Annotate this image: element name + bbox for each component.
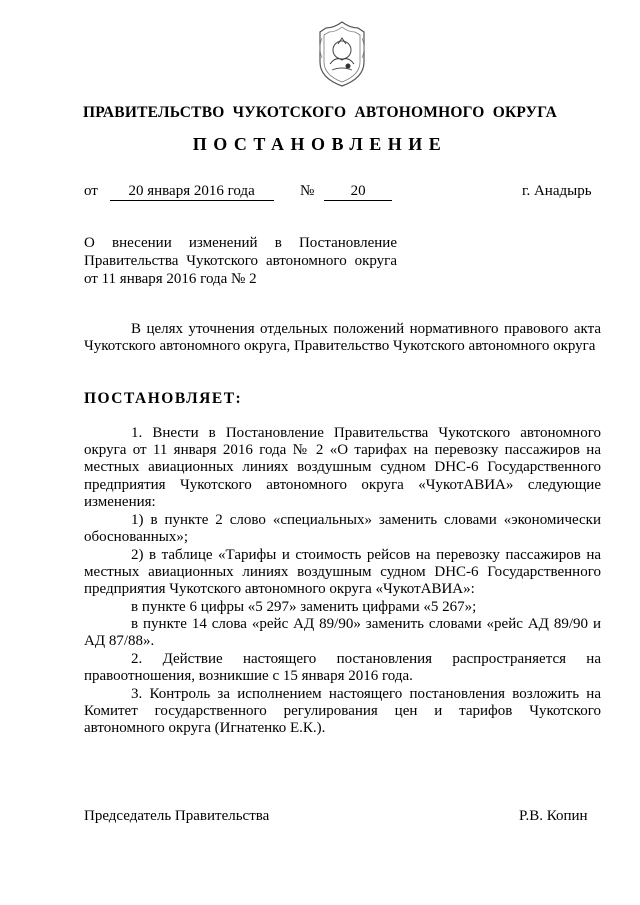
item-3-paragraph: 3. Контроль за исполнением настоящего постановления возложить на Комитет государственного регулирования цен и тарифов Чукотского автономного округа (Игнатенко Е.К.).	[84, 686, 601, 737]
document-subject	[84, 234, 397, 288]
number-prefix: №	[300, 183, 315, 199]
document-date: 20 января 2016 года	[110, 183, 274, 201]
number-field	[300, 183, 392, 201]
subject-line: от 11 января 2016 года № 2	[84, 271, 257, 287]
item-1-paragraph: 1. Внести в Постановление Правительства Чукотского автономного округа от 11 января 2016 года № 2 «О тарифах на перевозку пассажиров на местных авиационных линиях воздушным судном DHC-6 Государственного предприятия Чукотского автономного округа «ЧукотАВИА» следующие изменения:	[84, 425, 601, 510]
chukotka-coat-of-arms-icon	[312, 18, 372, 90]
preamble-paragraph: В целях уточнения отдельных положений нормативного правового акта Чукотского автономного округа, Правительство Чукотского автономного округа	[84, 321, 601, 355]
document-type-title: ПОСТАНОВЛЕНИЕ	[192, 134, 448, 154]
resolves-heading: ПОСТАНОВЛЯЕТ:	[84, 390, 243, 407]
item-1-subitem-2a: в пункте 6 цифры «5 297» заменить цифрами «5 267»;	[131, 599, 477, 615]
signatory-position: Председатель Правительства	[84, 808, 270, 824]
subject-line: Правительства Чукотского автономного округа	[84, 253, 397, 269]
government-name: ПРАВИТЕЛЬСТВО ЧУКОТСКОГО АВТОНОМНОГО ОКРУГА	[82, 104, 558, 121]
signatory-name: Р.В. Копин	[519, 808, 588, 824]
item-2-paragraph: 2. Действие настоящего постановления распространяется на правоотношения, возникшие с 15 января 2016 года.	[84, 651, 601, 685]
date-prefix: от	[84, 183, 98, 199]
date-field	[84, 183, 274, 201]
item-1-subitem-2b: в пункте 14 слова «рейс АД 89/90» заменить словами «рейс АД 89/90 и АД 87/88».	[84, 616, 601, 650]
item-1-subitem-1: 1) в пункте 2 слово «специальных» заменить словами «экономически обоснованных»;	[84, 512, 601, 546]
item-1-subitem-2: 2) в таблице «Тарифы и стоимость рейсов на перевозку пассажиров на местных авиационных линиях воздушным судном DHC-6 Государственного предприятия Чукотского автономного округа «ЧукотАВИА»:	[84, 547, 601, 598]
document-city: г. Анадырь	[522, 183, 592, 199]
subject-line: О внесении изменений в Постановление	[84, 235, 397, 251]
document-number: 20	[324, 183, 392, 201]
